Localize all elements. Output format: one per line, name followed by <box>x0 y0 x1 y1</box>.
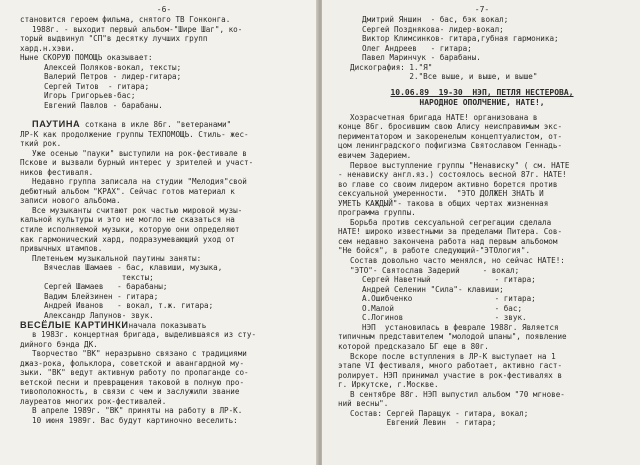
line-text: Александр Лапунов- звук. <box>44 310 154 320</box>
left-page-line <box>20 282 308 292</box>
line-text: в 1983г. концертная бригада, выделившаяся из сту- <box>32 330 257 340</box>
line-text: Пскове и вызвали бурный интерес у зрителей и участ- <box>20 158 254 168</box>
line-text: С.Логинов - звук. <box>362 313 527 323</box>
line-text: В апреле 1989г. "ВК" приняты на работу в ЛР-К. <box>32 406 243 416</box>
line-text: Евгений Павлов - барабаны. <box>44 100 163 110</box>
left-page-line <box>20 416 308 426</box>
line-text: как гармонический хард, подразумевающий уход от <box>20 234 235 244</box>
left-page-line <box>20 206 308 216</box>
line-text: начала показывать <box>128 320 207 330</box>
right-page-line <box>338 208 626 218</box>
line-text: Павел Маринчук - барабаны. <box>362 53 481 63</box>
right-page-line <box>338 409 626 419</box>
line-text: Сергей Наветный - гитара; <box>362 275 536 285</box>
left-page-line <box>20 72 308 82</box>
line-text: Недавно группа записала на студии "Мелодия"свой <box>32 177 247 187</box>
right-page-line <box>338 332 626 342</box>
left-page-line <box>20 215 308 225</box>
left-page-line <box>20 321 308 331</box>
right-page-line <box>338 246 626 256</box>
left-page-line <box>20 301 308 311</box>
line-text: цом ленинградского пофигизма Святославом Геннадь- <box>338 141 563 151</box>
right-page-line <box>338 113 626 123</box>
left-page-line <box>20 149 308 159</box>
right-page-line <box>338 161 626 171</box>
page-number-right: -7- <box>474 5 490 14</box>
line-text: Творчество "ВК" неразрывно связано с традициями <box>32 349 247 359</box>
line-text: типичным представителем "молодой шпаны", появление <box>338 332 567 342</box>
right-page-line <box>338 399 626 409</box>
left-page-line <box>20 340 308 350</box>
right-page-line <box>338 53 626 63</box>
line-text: привычных штампов. <box>20 244 103 254</box>
right-page-line <box>338 275 626 285</box>
right-page-line <box>338 34 626 44</box>
line-text: "ЭТО"- Святослав Задерий - вокал; <box>350 265 520 275</box>
line-text: Евгений Левин - гитара; <box>350 418 497 428</box>
right-page-line <box>338 380 626 390</box>
right-page-line <box>338 304 626 314</box>
left-page-line <box>20 34 308 44</box>
line-text: ролирует. НЭП принимал участие в рок-фестивалях в <box>338 370 563 380</box>
line-text: сем недавно закончена работа над первым альбомом <box>338 236 558 246</box>
left-page-line <box>20 53 308 63</box>
left-page-line <box>20 25 308 35</box>
left-page-line <box>20 292 308 302</box>
line-text: зыки. "ВК" ведут активную работу по пропаганде со- <box>20 368 249 378</box>
line-text: НАТЕ! широко известными за пределами Питера. Сов- <box>338 227 563 237</box>
line-text: которой предсказало БГ еще в 80г. <box>338 341 489 351</box>
right-page-line <box>338 266 626 276</box>
left-page-line <box>20 349 308 359</box>
left-page-line <box>20 273 308 283</box>
left-page-line <box>20 82 308 92</box>
line-text: В сентябре 88г. НЭП выпустил альбом "70 мгнове- <box>350 389 565 399</box>
line-text: 1988г. - выходит первый альбом-"Шире Шаг", ко- <box>32 24 243 34</box>
left-page-line <box>20 44 308 54</box>
line-text: Сергей Титов - гитара; <box>44 81 150 91</box>
line-text: евичем Задерием. <box>338 151 412 161</box>
right-page-line <box>338 227 626 237</box>
line-text: Валерий Петров - лидер-гитара; <box>44 72 182 82</box>
right-page-line <box>338 151 626 161</box>
left-page-line <box>20 168 308 178</box>
left-page-line <box>20 187 308 197</box>
line-text: А.Ошибченко - гитара; <box>362 294 536 304</box>
line-text: этапе VI фестиваля, много работает, активно гаст- <box>338 361 563 371</box>
right-page-line <box>338 237 626 247</box>
left-page <box>0 0 318 465</box>
line-text: джаз-рока, фольклора, советской и авангардной му- <box>20 358 245 368</box>
event-heading-line-1: 10.06.89 19-30 НЭП, ПЕТЛЯ НЕСТЕРОВА, <box>390 87 574 97</box>
left-page-line <box>20 225 308 235</box>
line-text: ников фестиваля. <box>20 167 94 177</box>
left-page-text <box>20 15 308 426</box>
right-page-line <box>338 25 626 35</box>
left-page-line <box>20 254 308 264</box>
left-page-line <box>20 397 308 407</box>
line-text: лауреатов многих рок-фестивалей. <box>20 396 167 406</box>
event-heading-line-2: НАРОДНОЕ ОПОЛЧЕНИЕ, НАТЕ!, <box>419 97 545 107</box>
left-page-line <box>20 101 308 111</box>
line-text: 10 июня 1989г. Вас будут картиночно веселить: <box>32 415 238 425</box>
line-text: Сергей Позднякова- лидер-вокал; <box>362 24 504 34</box>
line-text: стиле исполняемой музыки, которую они определяют <box>20 225 240 235</box>
right-page-line <box>338 285 626 295</box>
right-page-line <box>338 418 626 428</box>
line-text: соткана в икле 86г. "ветеранами" <box>80 120 232 130</box>
line-text: дебютный альбом "КРАХ". Сейчас готов материал к <box>20 186 235 196</box>
line-text: Плетеньем музыкальной паутины заняты: <box>32 253 202 263</box>
left-page-line <box>20 368 308 378</box>
line-text: программа группы. <box>338 208 416 218</box>
line-text: Сергей Шамаев - барабаны; <box>44 282 168 292</box>
line-text: Алексей Поляков-вокал, тексты; <box>44 62 182 72</box>
right-page-line <box>338 294 626 304</box>
right-page-line <box>338 63 626 73</box>
right-page-line <box>338 256 626 266</box>
line-text: Хозрасчетная бригада НАТЕ! организована в <box>350 112 538 122</box>
line-text: Дмитрий Яншин - бас, бэк вокал; <box>362 15 509 24</box>
line-text: конце 86г. бросившим свою Алису неисправимым экс- <box>338 122 563 132</box>
line-text: Олег Андреев - гитара; <box>362 43 472 53</box>
page-number-left: -6- <box>156 5 172 14</box>
line-text: Ныне СКОРУЮ ПОМОЩЬ оказывает: <box>20 53 153 63</box>
line-text: 2."Все выше, и выше, и выше" <box>350 72 538 82</box>
right-page-line <box>338 361 626 371</box>
section-heading: ВЕСЁЛЫЕ КАРТИНКИ <box>20 319 129 330</box>
line-text: Вскоре после вступления в ЛР-К выступает на 1 <box>350 351 556 361</box>
right-page-line <box>338 218 626 228</box>
right-page-line <box>338 189 626 199</box>
left-page-line <box>20 177 308 187</box>
line-text: ЛР-К как продолжение группы ТЕХПОМОЩЬ. Стиль- жес- <box>20 129 249 139</box>
right-page-line <box>338 323 626 333</box>
left-page-line <box>20 387 308 397</box>
line-text: УМЕТЬ КАЖДЫЙ"- таковa в общих чертах жизненная <box>338 198 549 208</box>
line-text: Виктор Климсинков- гитара,губная гармоника; <box>362 34 559 44</box>
right-page-line <box>338 132 626 142</box>
left-page-line <box>20 158 308 168</box>
line-text: во главе со своим лидером активно борется против <box>338 179 558 189</box>
line-text: ветской песни и превращения таковой в полную про- <box>20 377 245 387</box>
left-page-line <box>20 330 308 340</box>
right-page-line <box>338 199 626 209</box>
line-text: ний весны". <box>338 399 389 409</box>
line-text: Все музыканты считают рок частью мировой музы- <box>32 205 243 215</box>
right-page-line <box>338 352 626 362</box>
right-page-line <box>338 141 626 151</box>
section-heading: ПАУТИНА <box>32 119 81 130</box>
left-page-line <box>20 359 308 369</box>
line-text: Андрей Селенин "Сила"- клавиши; <box>362 284 504 294</box>
left-page-line <box>20 378 308 388</box>
line-text: Игорь Григорьев-бас; <box>44 91 136 101</box>
line-text: г. Иркутске, г.Москве. <box>338 380 439 390</box>
line-text: торый выдвинул "СП"в десятку лучших групп <box>20 34 208 44</box>
line-text: Состав: Сергей Паращук - гитара, вокал; <box>350 408 529 418</box>
line-text: НЭП установилась в феврале 1988г. Является <box>362 322 559 332</box>
left-page-line <box>20 263 308 273</box>
left-page-line <box>20 130 308 140</box>
line-text: хард.н.хэви. <box>20 43 75 53</box>
right-page-line <box>338 170 626 180</box>
line-text: дийного бэнда ДК. <box>20 339 98 349</box>
line-text: становится героем фильма, снятого ТВ Гонконга. <box>20 15 231 24</box>
left-page-line <box>20 244 308 254</box>
line-text: Андрей Иванов - вокал, т.ж. гитара; <box>44 301 214 311</box>
left-page-line <box>20 63 308 73</box>
line-text: кальной культуры и это не могло не сказаться на <box>20 215 235 225</box>
line-text: Состав довольно часто менялся, но сейчас НАТЕ!: <box>350 256 565 266</box>
line-text: - ненависку англ.яз.) состоялось весной 87г. НАТЕ! <box>338 170 567 180</box>
line-text: "Не бойся", в работе следующий-"ЭТОлогия". <box>338 246 531 256</box>
left-page-line <box>20 235 308 245</box>
line-text: Вадим Блейзинен - гитара; <box>44 291 159 301</box>
left-page-line <box>20 91 308 101</box>
line-text: ткий рок. <box>20 139 62 149</box>
right-page-line <box>338 15 626 25</box>
right-page-text-bottom <box>338 113 626 428</box>
right-page-line <box>338 371 626 381</box>
right-page-text-top <box>338 15 626 82</box>
right-page-line <box>338 342 626 352</box>
right-page-line <box>338 313 626 323</box>
line-text: Вячеслав Шамаев - бас, клавиши, музыка, <box>44 263 223 273</box>
right-page <box>322 0 640 465</box>
right-page-line <box>338 72 626 82</box>
left-page-line <box>20 120 308 130</box>
line-text: Уже осенью "пауки" выступили на рок-фестивале в <box>32 148 247 158</box>
line-text: Дискография: 1."Я" <box>350 62 433 72</box>
right-page-line <box>338 390 626 400</box>
left-page-line <box>20 139 308 149</box>
line-text: Борьба против сексуальной сегрегации сделала <box>350 217 552 227</box>
right-page-line <box>338 44 626 54</box>
left-page-line <box>20 15 308 25</box>
line-text: тексты; <box>44 272 154 282</box>
left-page-line <box>20 196 308 206</box>
line-text: записи нового альбома. <box>20 196 121 206</box>
right-page-line <box>338 180 626 190</box>
line-text: периментатором и закоренелым концептуалистом, от- <box>338 131 563 141</box>
line-text: тивоположность, в связи с чем и заслужили звание <box>20 387 240 397</box>
line-text: сексуальной умеренности. "ЭТО ДОЛЖЕН ЗНАТЬ И <box>338 189 544 199</box>
line-text: Первое выступление группы "Ненависку" ( см. НАТЕ <box>350 160 570 170</box>
line-text: О.Малой - бас; <box>362 303 523 313</box>
left-page-line <box>20 406 308 416</box>
right-page-line <box>338 122 626 132</box>
